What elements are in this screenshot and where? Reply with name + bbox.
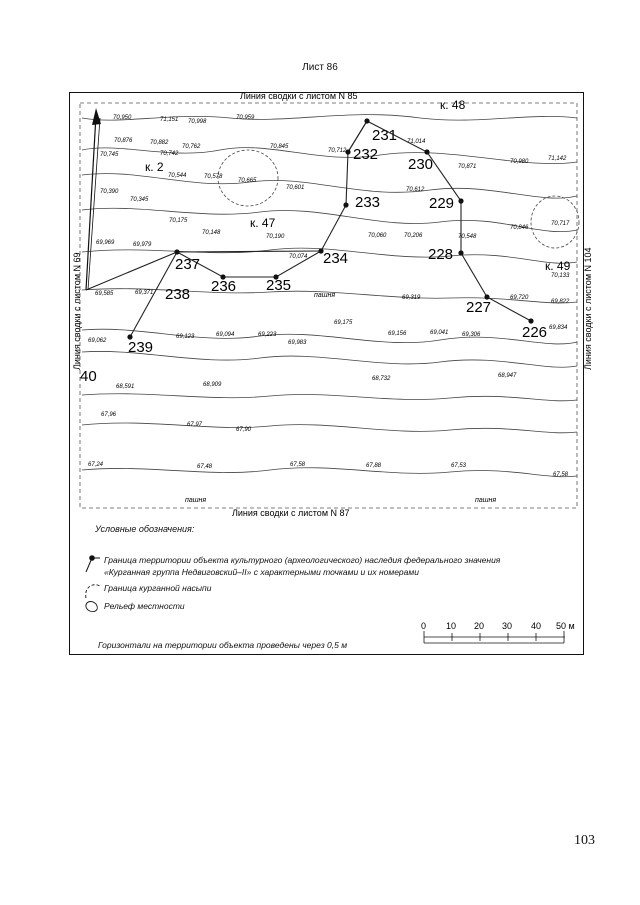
elevation-mark: 71,142 [548,156,567,162]
elevation-mark: 67,48 [197,464,213,470]
point-label-236: 236 [211,278,237,295]
page-number: 103 [574,833,595,848]
elevation-mark: 69,306 [462,332,481,338]
sheet-link-left: Линия сводки с листом N 69 [72,252,82,370]
elevation-mark: 70,882 [150,140,169,146]
point-label-228: 228 [428,246,454,263]
point-label-231: 231 [372,127,398,144]
elevation-mark: 69,969 [96,240,115,246]
point-label-226: 226 [522,324,548,341]
point-label-227: 227 [466,299,492,316]
legend-boundary-text: Граница территории объекта культурного (археологического) наследия федерального значения [104,555,501,565]
elevation-mark: 68,947 [498,373,517,379]
point-label-234: 234 [323,250,349,267]
elevation-mark: 70,717 [551,221,570,227]
sheet-link-top: Линия сводки с листом N 85 [240,91,358,101]
field-label: пашня [185,497,207,504]
elevation-mark: 67,97 [187,422,203,428]
legend-mound-text: Граница курганной насыпи [104,583,212,593]
elevation-mark: 70,548 [458,234,477,240]
scale-tick: 40 [531,621,542,631]
elevation-mark: 70,206 [404,233,423,239]
elevation-mark: 71,151 [160,117,179,123]
elevation-mark: 69,720 [510,295,529,301]
elevation-mark: 69,156 [388,331,407,337]
elevation-mark: 70,876 [114,138,133,144]
elevation-mark: 69,123 [176,334,195,340]
elevation-mark: 70,190 [266,234,285,240]
elevation-mark: 70,578 [204,174,223,180]
scale-tick: 50 м [556,621,575,631]
elevation-mark: 70,998 [188,119,207,125]
scale-tick: 30 [502,621,513,631]
elevation-mark: 69,094 [216,332,235,338]
elevation-mark: 67,96 [101,412,117,418]
elevation-mark: 69,983 [288,340,307,346]
elevation-mark: 67,58 [290,462,306,468]
legend-boundary-text-2: «Курганная группа Недвиговский–II» с характерными точками и их номерами [104,567,419,577]
kurgan-label-2: к. 2 [145,160,164,174]
kurgan-labels [145,98,571,273]
elevation-mark: 70,601 [286,185,305,191]
point-label-230: 230 [408,156,434,173]
scale-tick: 20 [474,621,485,631]
elevation-mark: 70,846 [510,225,529,231]
elevation-mark: 70,712 [328,148,347,154]
elevation-mark: 67,53 [451,463,467,469]
elevation-mark: 69,062 [88,338,107,344]
scale-bar-ticks [421,621,575,631]
elevation-mark: 69,822 [551,299,570,305]
elevation-mark: 70,762 [182,144,201,150]
sheet-link-bottom: Линия сводки с листом N 87 [232,508,350,518]
contour-note: Горизонтали на территории объекта проведены через 0,5 м [98,640,348,650]
legend-relief-icon [86,602,97,612]
elevation-mark: 70,845 [270,144,289,150]
north-arrow-icon [86,108,101,290]
elevation-mark: 67,88 [366,463,382,469]
scale-bar [424,631,565,643]
field-label: пашня [475,497,497,504]
elevation-mark: 67,90 [236,427,252,433]
kurgan-label-49: к. 49 [545,259,571,273]
elevation-mark: 70,133 [551,273,570,279]
sheet-link-right: Линия сводки с листом N 104 [583,247,593,370]
elevation-mark: 70,742 [160,151,179,157]
legend-title: Условные обозначения: [95,524,195,534]
elevation-mark: 70,544 [168,173,187,179]
elevation-mark: 69,041 [430,330,449,336]
point-label-235: 235 [266,277,292,294]
scale-tick: 10 [446,621,457,631]
elevation-mark: 70,390 [100,189,119,195]
elevation-mark: 70,345 [130,197,149,203]
elevation-mark: 68,591 [116,384,135,390]
elevation-mark: 70,074 [289,254,308,260]
point-label-232: 232 [353,146,379,163]
elevation-mark: 67,24 [88,462,104,468]
elevation-mark: 69,223 [258,332,277,338]
point-label-238: 238 [165,286,191,303]
point-label-237: 237 [175,256,201,273]
point-label-240: 40 [80,368,97,385]
sheet-title: Лист 86 [302,62,338,73]
elevation-mark: 70,148 [202,230,221,236]
elevation-mark: 70,175 [169,218,188,224]
point-label-239: 239 [128,339,154,356]
elevation-mark: 70,871 [458,164,477,170]
legend-relief-text: Рельеф местности [104,601,185,611]
elevation-mark: 69,371 [135,290,154,296]
legend-boundary-icon [86,556,100,572]
elevation-mark: 70,745 [100,152,119,158]
point-label-233: 233 [355,194,381,211]
elevation-mark: 71,014 [407,139,426,145]
legend-mound-icon [86,585,100,598]
elevation-mark: 70,959 [236,115,255,121]
elevation-mark: 69,979 [133,242,152,248]
elevation-mark: 68,732 [372,376,391,382]
elevation-mark: 69,175 [334,320,353,326]
elevation-mark: 70,950 [113,115,132,121]
elevation-mark: 70,612 [406,187,425,193]
elevation-mark: 70,060 [368,233,387,239]
elevation-mark: 69,585 [95,291,114,297]
point-label-229: 229 [429,195,455,212]
elevation-mark: 69,319 [402,295,421,301]
elevation-mark: 67,58 [553,472,569,478]
elevation-mark: 68,909 [203,382,222,388]
elevation-mark: 69,834 [549,325,568,331]
kurgan-label-47: к. 47 [250,216,276,230]
elevation-mark: 70,665 [238,178,257,184]
scale-tick: 0 [421,621,427,631]
kurgan-label-48: к. 48 [440,98,466,112]
field-label: пашня [314,292,336,299]
elevation-mark: 70,980 [510,159,529,165]
